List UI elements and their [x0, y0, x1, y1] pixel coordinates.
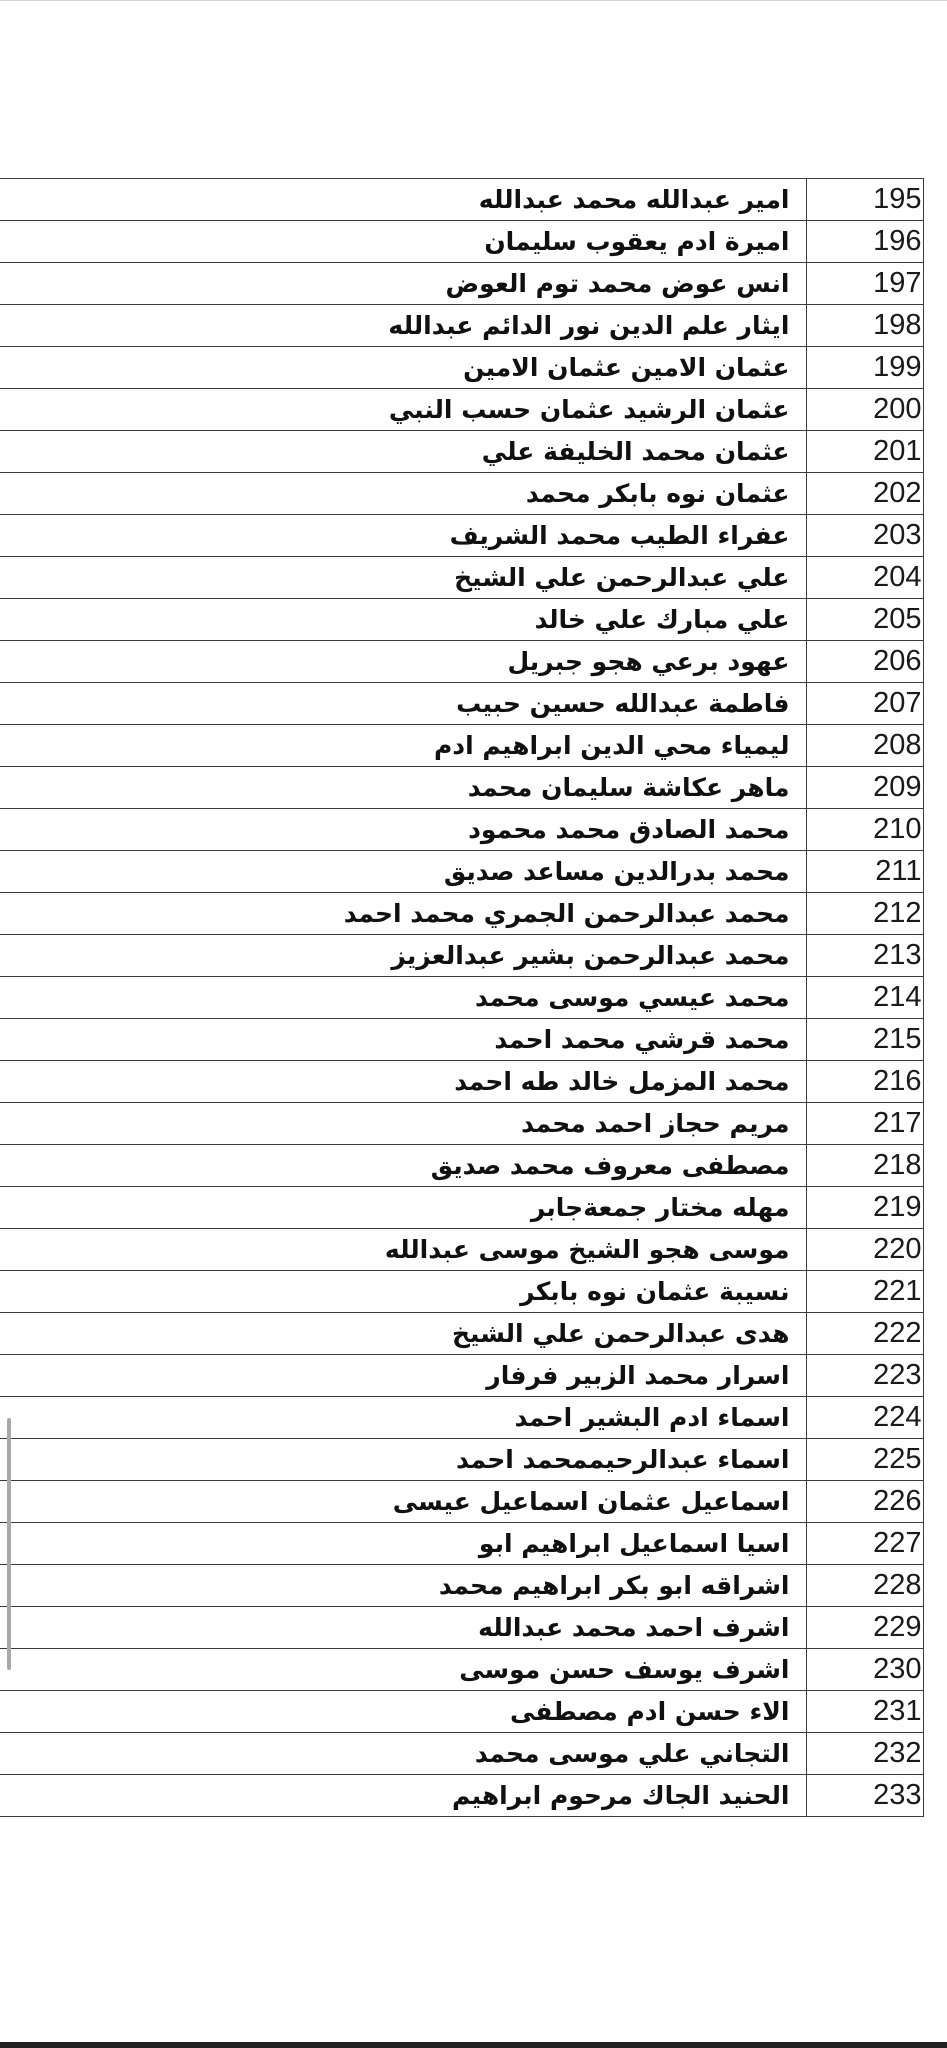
number-cell: 210 — [806, 809, 923, 851]
name-cell: هدى عبدالرحمن علي الشيخ — [0, 1313, 806, 1355]
name-cell: امير عبدالله محمد عبدالله — [0, 179, 806, 221]
table-row — [0, 1397, 923, 1439]
name-cell: محمد عبدالرحمن بشير عبدالعزيز — [0, 935, 806, 977]
name-cell: الحنيد الجاك مرحوم ابراهيم — [0, 1775, 806, 1817]
table-row — [0, 851, 923, 893]
table-row — [0, 221, 923, 263]
name-cell: ماهر عكاشة سليمان محمد — [0, 767, 806, 809]
number-cell: 215 — [806, 1019, 923, 1061]
number-cell: 205 — [806, 599, 923, 641]
table-row — [0, 1229, 923, 1271]
number-cell: 197 — [806, 263, 923, 305]
table-row — [0, 389, 923, 431]
number-cell: 219 — [806, 1187, 923, 1229]
number-cell: 209 — [806, 767, 923, 809]
number-cell: 230 — [806, 1649, 923, 1691]
table-row — [0, 809, 923, 851]
table-row — [0, 1775, 923, 1817]
table-row — [0, 1019, 923, 1061]
table-row — [0, 305, 923, 347]
number-cell: 222 — [806, 1313, 923, 1355]
number-cell: 220 — [806, 1229, 923, 1271]
name-cell: ايثار علم الدين نور الدائم عبدالله — [0, 305, 806, 347]
name-cell: اسيا اسماعيل ابراهيم ابو — [0, 1523, 806, 1565]
number-cell: 232 — [806, 1733, 923, 1775]
number-cell: 214 — [806, 977, 923, 1019]
number-cell: 226 — [806, 1481, 923, 1523]
number-cell: 208 — [806, 725, 923, 767]
name-cell: علي مبارك علي خالد — [0, 599, 806, 641]
name-cell: فاطمة عبدالله حسين حبيب — [0, 683, 806, 725]
name-cell: عفراء الطيب محمد الشريف — [0, 515, 806, 557]
top-edge-line — [0, 0, 947, 1]
number-cell: 231 — [806, 1691, 923, 1733]
table-row — [0, 683, 923, 725]
table-row — [0, 515, 923, 557]
bottom-bar — [0, 2042, 947, 2048]
table-row — [0, 1481, 923, 1523]
table-row — [0, 263, 923, 305]
table-row — [0, 1733, 923, 1775]
number-cell: 206 — [806, 641, 923, 683]
name-cell: اميرة ادم يعقوب سليمان — [0, 221, 806, 263]
table-row — [0, 725, 923, 767]
table-row — [0, 1439, 923, 1481]
table-row — [0, 1607, 923, 1649]
name-cell: اسرار محمد الزبير فرفار — [0, 1355, 806, 1397]
number-cell: 202 — [806, 473, 923, 515]
name-cell: اشرف احمد محمد عبدالله — [0, 1607, 806, 1649]
table-row — [0, 893, 923, 935]
number-cell: 225 — [806, 1439, 923, 1481]
table-row — [0, 641, 923, 683]
number-cell: 196 — [806, 221, 923, 263]
name-cell: محمد المزمل خالد طه احمد — [0, 1061, 806, 1103]
name-cell: عثمان الامين عثمان الامين — [0, 347, 806, 389]
name-cell: علي عبدالرحمن علي الشيخ — [0, 557, 806, 599]
number-cell: 212 — [806, 893, 923, 935]
number-cell: 198 — [806, 305, 923, 347]
number-cell: 207 — [806, 683, 923, 725]
name-cell: اسماء ادم البشير احمد — [0, 1397, 806, 1439]
number-cell: 195 — [806, 179, 923, 221]
name-cell: ليمياء محي الدين ابراهيم ادم — [0, 725, 806, 767]
number-cell: 228 — [806, 1565, 923, 1607]
table-row — [0, 1523, 923, 1565]
table-row — [0, 1061, 923, 1103]
table-row — [0, 431, 923, 473]
name-cell: عثمان الرشيد عثمان حسب النبي — [0, 389, 806, 431]
name-cell: اشراقه ابو بكر ابراهيم محمد — [0, 1565, 806, 1607]
names-table-body — [0, 179, 923, 1817]
names-table — [0, 178, 924, 1817]
table-row — [0, 1187, 923, 1229]
table-row — [0, 347, 923, 389]
table-row — [0, 557, 923, 599]
number-cell: 201 — [806, 431, 923, 473]
number-cell: 217 — [806, 1103, 923, 1145]
name-cell: محمد عبدالرحمن الجمري محمد احمد — [0, 893, 806, 935]
name-cell: محمد قرشي محمد احمد — [0, 1019, 806, 1061]
number-cell: 224 — [806, 1397, 923, 1439]
name-cell: انس عوض محمد توم العوض — [0, 263, 806, 305]
number-cell: 218 — [806, 1145, 923, 1187]
scrollbar-thumb[interactable] — [7, 1418, 11, 1670]
name-cell: الاء حسن ادم مصطفى — [0, 1691, 806, 1733]
name-cell: اسماء عبدالرحيممحمد احمد — [0, 1439, 806, 1481]
name-cell: نسيبة عثمان نوه بابكر — [0, 1271, 806, 1313]
table-row — [0, 1649, 923, 1691]
name-cell: مهله مختار جمعةجابر — [0, 1187, 806, 1229]
number-cell: 204 — [806, 557, 923, 599]
table-row — [0, 977, 923, 1019]
table-row — [0, 767, 923, 809]
number-cell: 216 — [806, 1061, 923, 1103]
number-cell: 199 — [806, 347, 923, 389]
number-cell: 223 — [806, 1355, 923, 1397]
number-cell: 233 — [806, 1775, 923, 1817]
name-cell: اسماعيل عثمان اسماعيل عيسى — [0, 1481, 806, 1523]
table-row — [0, 935, 923, 977]
name-cell: التجاني علي موسى محمد — [0, 1733, 806, 1775]
name-cell: عهود برعي هجو جبريل — [0, 641, 806, 683]
table-row — [0, 1565, 923, 1607]
name-cell: مصطفى معروف محمد صديق — [0, 1145, 806, 1187]
table-row — [0, 599, 923, 641]
table-row — [0, 1355, 923, 1397]
name-cell: موسى هجو الشيخ موسى عبدالله — [0, 1229, 806, 1271]
name-cell: اشرف يوسف حسن موسى — [0, 1649, 806, 1691]
name-cell: محمد عيسي موسى محمد — [0, 977, 806, 1019]
table-row — [0, 1313, 923, 1355]
table-row — [0, 1691, 923, 1733]
table-row — [0, 473, 923, 515]
name-cell: مريم حجاز احمد محمد — [0, 1103, 806, 1145]
number-cell: 221 — [806, 1271, 923, 1313]
number-cell: 229 — [806, 1607, 923, 1649]
table-row — [0, 1103, 923, 1145]
number-cell: 213 — [806, 935, 923, 977]
name-cell: محمد الصادق محمد محمود — [0, 809, 806, 851]
number-cell: 203 — [806, 515, 923, 557]
table-row — [0, 179, 923, 221]
name-cell: عثمان محمد الخليفة علي — [0, 431, 806, 473]
number-cell: 200 — [806, 389, 923, 431]
table-row — [0, 1271, 923, 1313]
number-cell: 227 — [806, 1523, 923, 1565]
number-cell: 211 — [806, 851, 923, 893]
name-cell: محمد بدرالدين مساعد صديق — [0, 851, 806, 893]
name-cell: عثمان نوه بابكر محمد — [0, 473, 806, 515]
table-row — [0, 1145, 923, 1187]
